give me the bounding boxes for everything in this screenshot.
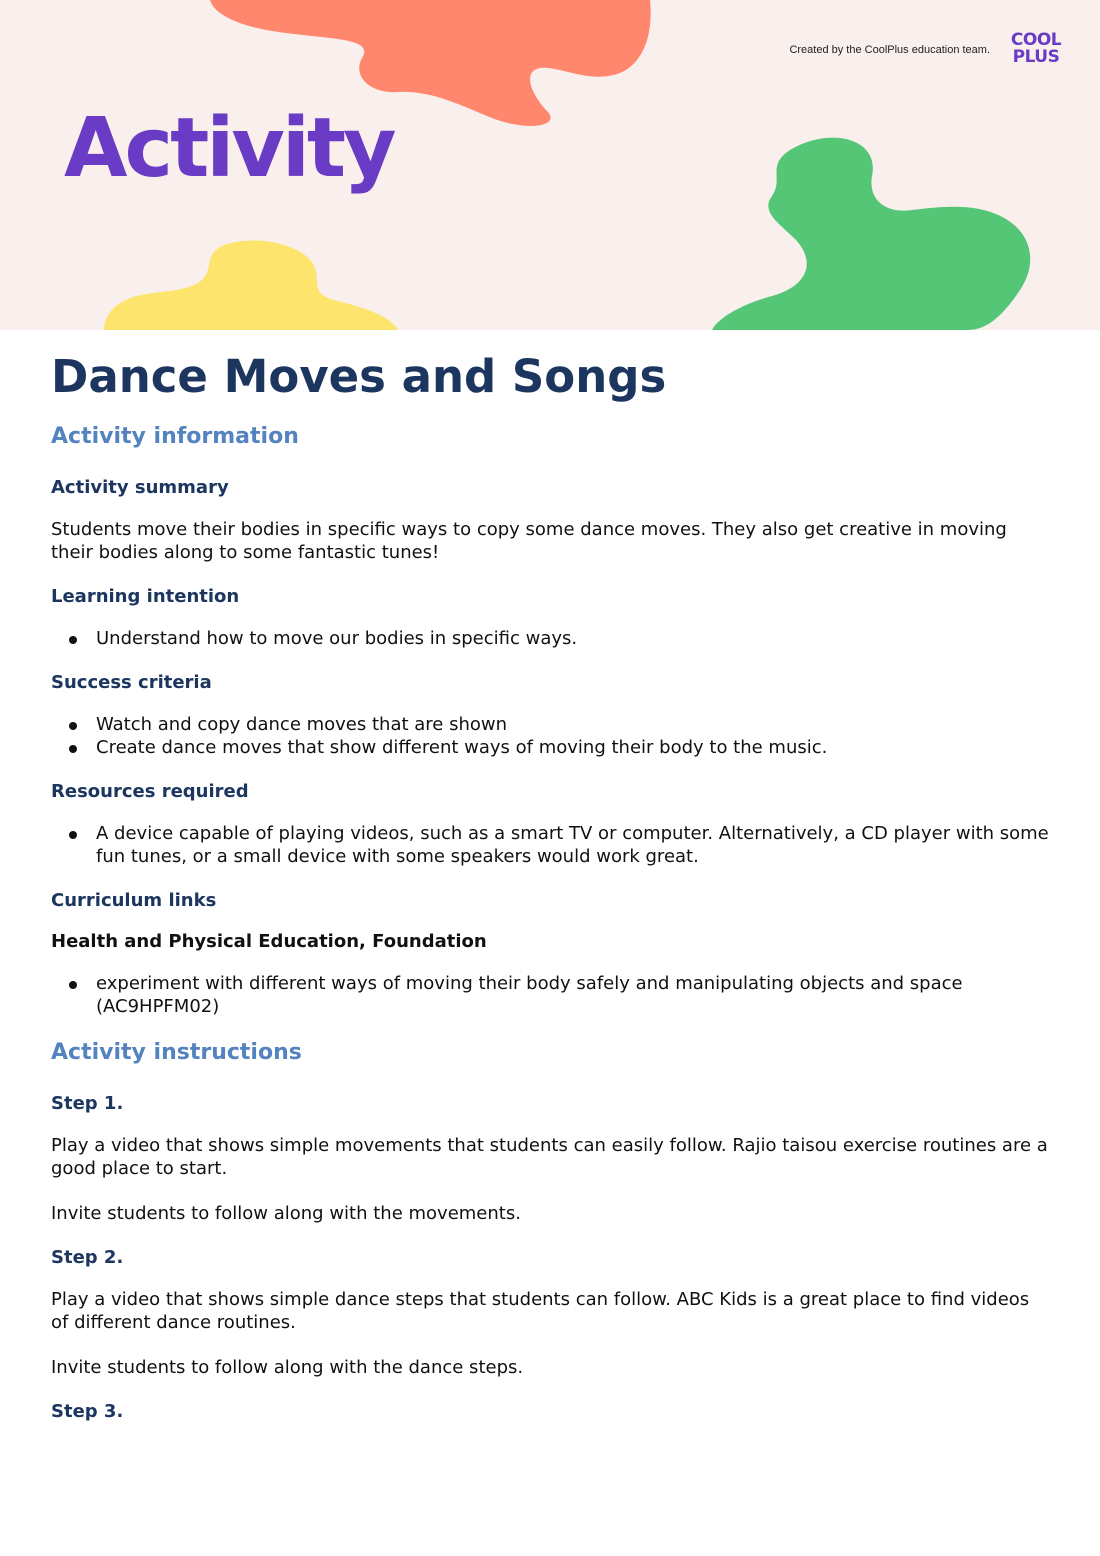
credit-text: Created by the CoolPlus education team.: [789, 44, 990, 56]
step-1-paragraph: Invite students to follow along with the movements.: [51, 1203, 521, 1224]
subheading-success-criteria: Success criteria: [51, 672, 212, 693]
list-item: [51, 627, 1051, 650]
section-heading-activity-instructions: Activity instructions: [51, 1040, 302, 1065]
bullet-icon: [69, 831, 77, 839]
step-2-paragraph: Play a video that shows simple dance steps that students can follow. ABC Kids is a great place to find videos of different dance routines.: [51, 1289, 1030, 1333]
list-item-text: Understand how to move our bodies in specific ways.: [96, 628, 578, 649]
subheading-learning-intention: Learning intention: [51, 586, 240, 607]
bullet-icon: [69, 722, 77, 730]
curriculum-list: [51, 972, 1051, 1018]
bullet-icon: [69, 636, 77, 644]
resources-list: [51, 822, 1051, 868]
list-item: [51, 736, 1051, 759]
list-item: [51, 972, 1051, 1018]
step-1-paragraph: Play a video that shows simple movements that students can easily follow. Rajio taisou exercise routines are a good place to start.: [51, 1135, 1048, 1179]
step-3-heading: Step 3.: [51, 1401, 124, 1422]
list-item: [51, 822, 1051, 868]
curriculum-area-heading: Health and Physical Education, Foundation: [51, 931, 487, 952]
list-item-text: experiment with different ways of moving their body safely and manipulating objects and space (AC9HPFM02): [96, 973, 963, 1017]
coolplus-logo: [1003, 32, 1069, 74]
logo-line-bottom: PLUS: [1012, 47, 1060, 67]
list-item: [51, 713, 1051, 736]
activity-banner-title: Activity: [64, 101, 394, 196]
success-criteria-list: [51, 713, 1051, 759]
header-banner: [0, 0, 1100, 330]
step-2-heading: Step 2.: [51, 1247, 124, 1268]
subheading-curriculum-links: Curriculum links: [51, 890, 217, 911]
bullet-icon: [69, 981, 77, 989]
document-content: [51, 346, 1051, 1422]
list-item-text: A device capable of playing videos, such as a smart TV or computer. Alternatively, a CD player with some fun tunes, or a small device with some speakers would work great.: [96, 823, 1049, 867]
bullet-icon: [69, 745, 77, 753]
step-1-heading: Step 1.: [51, 1093, 124, 1114]
section-heading-activity-information: Activity information: [51, 424, 299, 449]
subheading-resources-required: Resources required: [51, 781, 249, 802]
list-item-text: Create dance moves that show different ways of moving their body to the music.: [96, 737, 828, 758]
page-title: Dance Moves and Songs: [51, 350, 667, 403]
step-2-paragraph: Invite students to follow along with the dance steps.: [51, 1357, 524, 1378]
yellow-blob: [104, 241, 398, 330]
learning-intention-list: [51, 627, 1051, 650]
summary-paragraph: Students move their bodies in specific ways to copy some dance moves. They also get creative in moving their bodies along to some fantastic tunes!: [51, 519, 1007, 563]
green-blob: [712, 138, 1030, 330]
logo-line-top: COOL: [1010, 30, 1062, 50]
subheading-activity-summary: Activity summary: [51, 477, 229, 498]
list-item-text: Watch and copy dance moves that are shown: [96, 714, 508, 735]
